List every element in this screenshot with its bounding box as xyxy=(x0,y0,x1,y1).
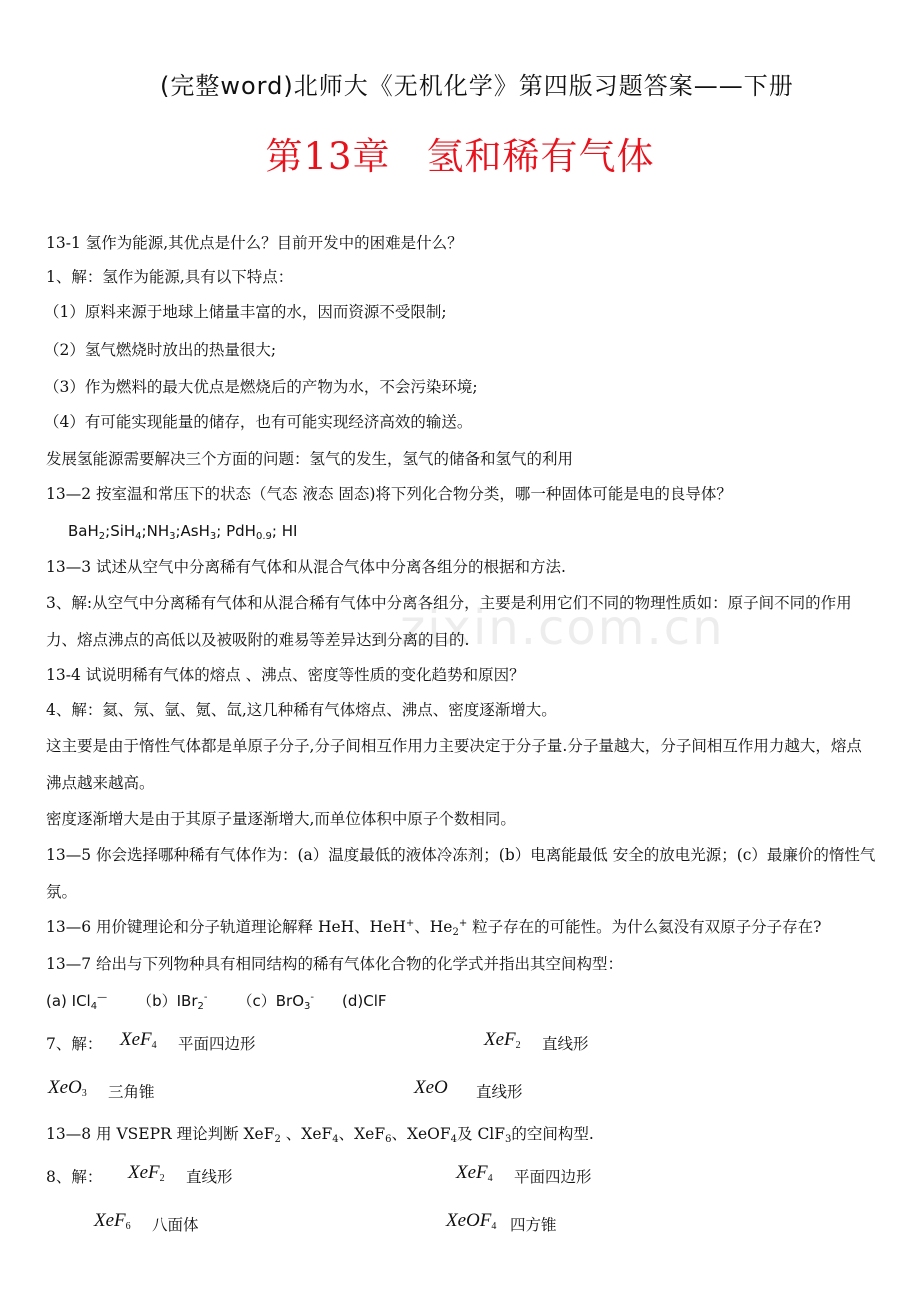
answer-1-intro: 1、解：氢作为能源,具有以下特点： xyxy=(46,268,294,286)
compounds-list: $BaH_2;SiH_4;NH_3;AsH_3$; PdH$_{0.9}$; HI xyxy=(68,522,298,542)
answer-8-formula-4: XeOF$_4$ xyxy=(446,1210,497,1232)
question-13-6: 13—6 用价键理论和分子轨道理论解释 HeH、HeH+、$He_2^+$ 粒子存在的可能性。为什么氦没有双原子分子存在? xyxy=(46,918,822,938)
question-13-5: 13—5 你会选择哪种稀有气体作为：(a）温度最低的液体冷冻剂；(b）电离能最低 安全的放电光源；(c）最廉价的惰性气氛。 xyxy=(46,846,876,901)
answer-7-shape-4: 直线形 xyxy=(476,1083,523,1101)
answer-1-point-3: （3）作为燃料的最大优点是燃烧后的产物为水，不会污染环境; xyxy=(44,378,478,396)
chapter-heading xyxy=(0,126,920,180)
answer-7-label: 7、解： xyxy=(46,1035,103,1053)
answer-4-density: 密度逐渐增大是由于其原子量逐渐增大,而单位体积中原子个数相同。 xyxy=(46,810,516,828)
answer-8-formula-3: XeF$_6$ xyxy=(94,1210,131,1232)
answer-4-intro: 4、解：氦、氖、氩、氪、氙,这几种稀有气体熔点、沸点、密度逐渐增大。 xyxy=(46,701,557,719)
answer-8-label: 8、解： xyxy=(46,1168,103,1186)
answer-8-shape-3: 八面体 xyxy=(152,1216,199,1234)
watermark: zixin.com.cn xyxy=(400,600,725,656)
answer-1-point-4: （4）有可能实现能量的储存，也有可能实现经济高效的输送。 xyxy=(44,413,473,431)
question-13-4: 13-4 试说明稀有气体的熔点 、沸点、密度等性质的变化趋势和原因？ xyxy=(46,666,525,684)
chapter-number: 第13章 xyxy=(265,135,391,178)
answer-8-formula-1: XeF$_2$ xyxy=(128,1162,165,1184)
species-list: (a) ICl$_4$— （b）IBr$_2$- （c）BrO$_3$- (d)ClF xyxy=(46,992,387,1012)
answer-7-formula-3: XeO$_3$ xyxy=(48,1077,87,1099)
answer-1-point-1: （1）原料来源于地球上储量丰富的水，因而资源不受限制; xyxy=(44,303,447,321)
answer-1-summary: 发展氢能源需要解决三个方面的问题：氢气的发生，氢气的储备和氢气的利用 xyxy=(46,450,574,468)
answer-4-reason: 这主要是由于惰性气体都是单原子分子,分子间相互作用力主要决定于分子量.分子量越大，分子间相互作用力越大，熔点沸点越来越高。 xyxy=(46,737,862,792)
question-13-2: 13—2 按室温和常压下的状态（气态 液态 固态)将下列化合物分类，哪一种固体可能是电的良导体？ xyxy=(46,485,732,503)
document-title: (完整word)北师大《无机化学》第四版习题答案——下册 xyxy=(160,72,794,100)
answer-8-shape-4: 四方锥 xyxy=(510,1216,557,1234)
answer-1-point-2: （2）氢气燃烧时放出的热量很大; xyxy=(44,341,277,359)
answer-7-shape-3: 三角锥 xyxy=(108,1083,155,1101)
answer-3: 3、解:从空气中分离稀有气体和从混合稀有气体中分离各组分，主要是利用它们不同的物理性质如：原子间不同的作用力、熔点沸点的高低以及被吸附的难易等差异达到分离的目的. xyxy=(46,594,852,649)
answer-8-shape-2: 平面四边形 xyxy=(514,1168,592,1186)
answer-8-shape-1: 直线形 xyxy=(186,1168,233,1186)
answer-7-shape-1: 平面四边形 xyxy=(178,1035,256,1053)
answer-7-formula-1: XeF$_4$ xyxy=(120,1029,157,1051)
question-13-8: 13—8 用 VSEPR 理论判断 XeF$_2$ 、XeF$_4$、XeF$_6$、XeOF$_4$及 ClF$_3$的空间构型. xyxy=(46,1125,594,1145)
answer-7-shape-2: 直线形 xyxy=(542,1035,589,1053)
chapter-title: 氢和稀有气体 xyxy=(426,135,655,178)
question-13-1: 13-1 氢作为能源,其优点是什么？目前开发中的困难是什么？ xyxy=(46,234,463,252)
question-13-3: 13—3 试述从空气中分离稀有气体和从混合气体中分离各组分的根据和方法. xyxy=(46,558,566,576)
answer-8-formula-2: XeF$_4$ xyxy=(456,1162,493,1184)
answer-7-formula-4: XeO xyxy=(414,1077,448,1098)
answer-7-formula-2: XeF$_2$ xyxy=(484,1029,521,1051)
question-13-7: 13—7 给出与下列物种具有相同结构的稀有气体化合物的化学式并指出其空间构型： xyxy=(46,955,624,973)
